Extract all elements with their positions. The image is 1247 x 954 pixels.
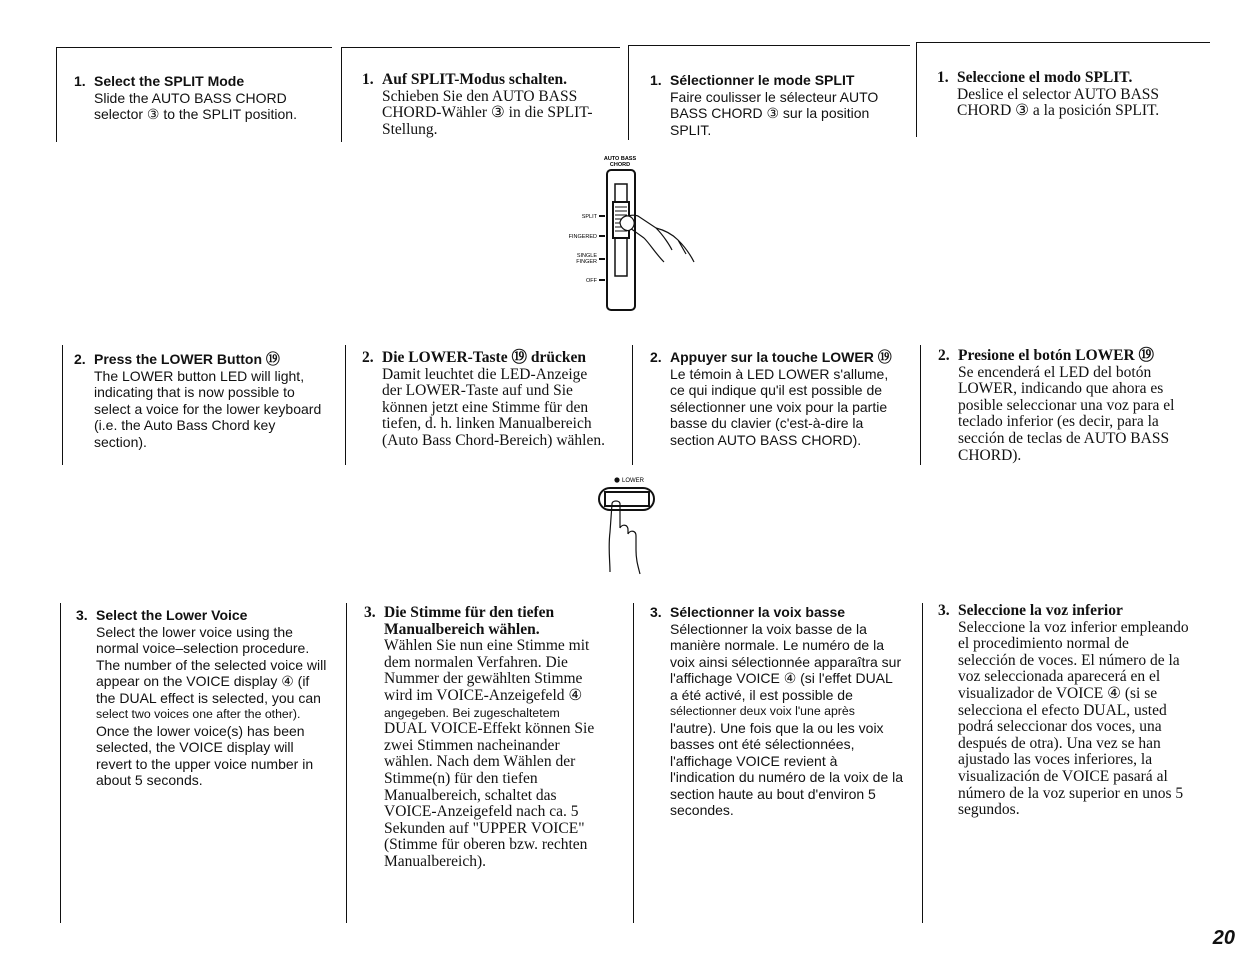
- fr-step-2: [650, 349, 912, 448]
- de-step-3-text-small: angegeben. Bei zugeschaltetem: [384, 705, 560, 720]
- page-number: 20: [1212, 927, 1235, 949]
- es-step-2-heading: Presione el botón LOWER ⑲: [958, 347, 1155, 364]
- es-step-1: [937, 70, 1205, 120]
- en-step-2: [74, 351, 336, 450]
- en-step-3-text-small: select two voices one after the other).: [96, 707, 301, 721]
- selector-title-line2: CHORD: [609, 162, 631, 168]
- fr-step-3-text-small: sélectionner deux voix l'une après: [670, 704, 855, 718]
- selector-label-finger: FINGER: [576, 259, 597, 265]
- de-step-3-heading: Die Stimme für den tiefen Manualbereich wählen.: [384, 604, 555, 638]
- fr-step-1: [650, 72, 912, 138]
- de-step-2: [362, 350, 624, 450]
- top-rule-col1: [56, 47, 332, 48]
- fr-step-1-number: 1.: [650, 72, 662, 88]
- es-step-3: [938, 603, 1208, 819]
- top-rule-col2: [341, 47, 620, 48]
- en-step-1-text: Slide the AUTO BASS CHORD selector ③ to the SPLIT position.: [94, 89, 297, 122]
- es-step-1-heading: Seleccione el modo SPLIT.: [957, 69, 1133, 86]
- fr-step-2-heading: Appuyer sur la touche LOWER ⑲: [670, 349, 892, 365]
- lower-led-icon: [614, 477, 619, 482]
- en-step-1-heading: Select the SPLIT Mode: [94, 73, 245, 89]
- fr-step-2-text: Le témoin à LED LOWER s'allume, ce qui indique qu'il est possible de sélectionner une voix pour la partie basse du clavier (c'est-à-dire la section AUTO BASS CHORD).: [670, 365, 889, 448]
- left-rule-col1-top: [56, 47, 57, 142]
- finger-tip-icon: [620, 216, 634, 231]
- left-rule-col3-top: [628, 45, 629, 140]
- left-rule-col2-bottom: [346, 603, 347, 923]
- fr-step-3-text-after: l'autre). Une fois que la ou les voix basses ont été sélectionnées, l'affichage VOICE revient à l'indication du numéro de la voix de la section haute au bout d'environ 5 secondes.: [670, 719, 904, 818]
- es-step-1-text: Deslice el selector AUTO BASS CHORD ③ a la posición SPLIT.: [957, 85, 1160, 120]
- de-step-1-number: 1.: [362, 71, 374, 88]
- es-step-2-text: Se encenderá el LED del botón LOWER, indicando que ahora es posible seleccionar una voz para el teclado inferior (es decir, para la sección de teclas de AUTO BASS CHORD).: [958, 363, 1175, 464]
- left-rule-col4-mid: [920, 345, 921, 465]
- de-step-3-text-after: DUAL VOICE-Effekt können Sie zwei Stimmen nacheinander wählen. Nach dem Wählen der Stimme(n) für den tiefen Manualbereich, schaltet das VOICE-Anzeigefeld nach ca. 5 Sekunden auf "UPPER VOICE" (Stimme für oberen bzw. rechten Manualbereich).: [384, 720, 595, 870]
- left-rule-col1-bottom: [60, 603, 61, 923]
- en-step-2-heading: Press the LOWER Button ⑲: [94, 351, 280, 367]
- en-step-2-text: The LOWER button LED will light, indicating that is now possible to select a voice for the lower keyboard (i.e. the Auto Bass Chord key section).: [94, 367, 322, 450]
- lower-button-label: LOWER: [622, 478, 645, 484]
- fr-step-3-text: Sélectionner la voix basse de la manière normale. Le numéro de la voix ainsi sélectionnée apparaîtra sur l'affichage VOICE ④ (si l'effet DUAL a été activé, il est possible de: [670, 620, 902, 703]
- en-step-3-number: 3.: [76, 607, 88, 623]
- fr-step-1-heading: Sélectionner le mode SPLIT: [670, 72, 855, 88]
- es-step-3-text: Seleccione la voz inferior empleando el procedimiento normal de selección de voces. El número de la voz seleccionada aparecerá en el visualizador de VOICE ④ (si se selecciona el efecto DUAL, usted podrá seleccionar dos voces, una después de otra). Una vez se han ajustado las voces inferiores, la visualización de VOICE pasará al número de la voz superior en unos 5 segundos.: [958, 618, 1189, 819]
- selector-label-fingered: FINGERED: [568, 234, 597, 240]
- en-step-2-number: 2.: [74, 351, 86, 367]
- top-rule-col4: [916, 42, 1210, 43]
- de-step-2-number: 2.: [362, 349, 374, 366]
- de-step-3: [364, 605, 626, 871]
- selector-label-single: SINGLE: [576, 253, 597, 259]
- en-step-3-text: Select the lower voice using the normal voice–selection procedure. The number of the selected voice will appear on the VOICE display ④ (if the DUAL effect is selected, you can: [96, 623, 327, 706]
- fr-step-1-text: Faire coulisser le sélecteur AUTO BASS CHORD ③ sur la position SPLIT.: [670, 88, 879, 138]
- de-step-1: [362, 72, 624, 138]
- left-rule-col2-top: [341, 47, 342, 142]
- selector-label-off: OFF: [586, 278, 597, 284]
- de-step-3-number: 3.: [364, 604, 376, 621]
- es-step-3-number: 3.: [938, 602, 950, 619]
- left-rule-col2-mid: [345, 345, 346, 465]
- left-rule-col3-bottom: [633, 603, 634, 923]
- de-step-1-text: Schieben Sie den AUTO BASS CHORD-Wähler ③ in die SPLIT- Stellung.: [382, 87, 593, 138]
- en-step-3-heading: Select the Lower Voice: [96, 607, 248, 623]
- fr-step-3-heading: Sélectionner la voix basse: [670, 604, 846, 620]
- left-rule-col1-mid: [62, 345, 63, 465]
- en-step-3-text-after: Once the lower voice(s) has been selected, the VOICE display will revert to the upper voice number in about 5 seconds.: [96, 722, 314, 788]
- es-step-2: [938, 348, 1206, 464]
- en-step-1: [74, 73, 336, 123]
- lower-button-figure: [590, 470, 670, 575]
- left-rule-col4-top: [916, 42, 917, 137]
- es-step-2-number: 2.: [938, 347, 950, 364]
- pressing-finger-icon: [609, 501, 640, 574]
- en-step-1-number: 1.: [74, 73, 86, 89]
- left-rule-col3-mid: [632, 345, 633, 465]
- es-step-3-heading: Seleccione la voz inferior: [958, 602, 1123, 619]
- fr-step-3: [650, 604, 916, 819]
- fr-step-3-number: 3.: [650, 604, 662, 620]
- fr-step-2-number: 2.: [650, 349, 662, 365]
- selector-label-split: SPLIT: [581, 214, 597, 220]
- de-step-3-text: Wählen Sie nun eine Stimme mit dem normalen Verfahren. Die Nummer der gewählten Stimme wird im VOICE-Anzeigefeld ④: [384, 637, 590, 704]
- de-step-2-text: Damit leuchtet die LED-Anzeige der LOWER-Taste auf und Sie können jetzt eine Stimme für den tiefen, d. h. linken Manualbereich (Auto Bass Chord-Bereich) wählen.: [382, 365, 605, 449]
- selector-title-line1: AUTO BASS: [603, 156, 637, 162]
- top-rule-col3: [628, 45, 910, 46]
- auto-bass-chord-selector-figure: [560, 150, 710, 315]
- de-step-1-heading: Auf SPLIT-Modus schalten.: [382, 71, 568, 88]
- de-step-2-heading: Die LOWER-Taste ⑲ drücken: [382, 349, 586, 366]
- en-step-3: [76, 607, 338, 789]
- es-step-1-number: 1.: [937, 69, 949, 86]
- left-rule-col4-bottom: [922, 603, 923, 923]
